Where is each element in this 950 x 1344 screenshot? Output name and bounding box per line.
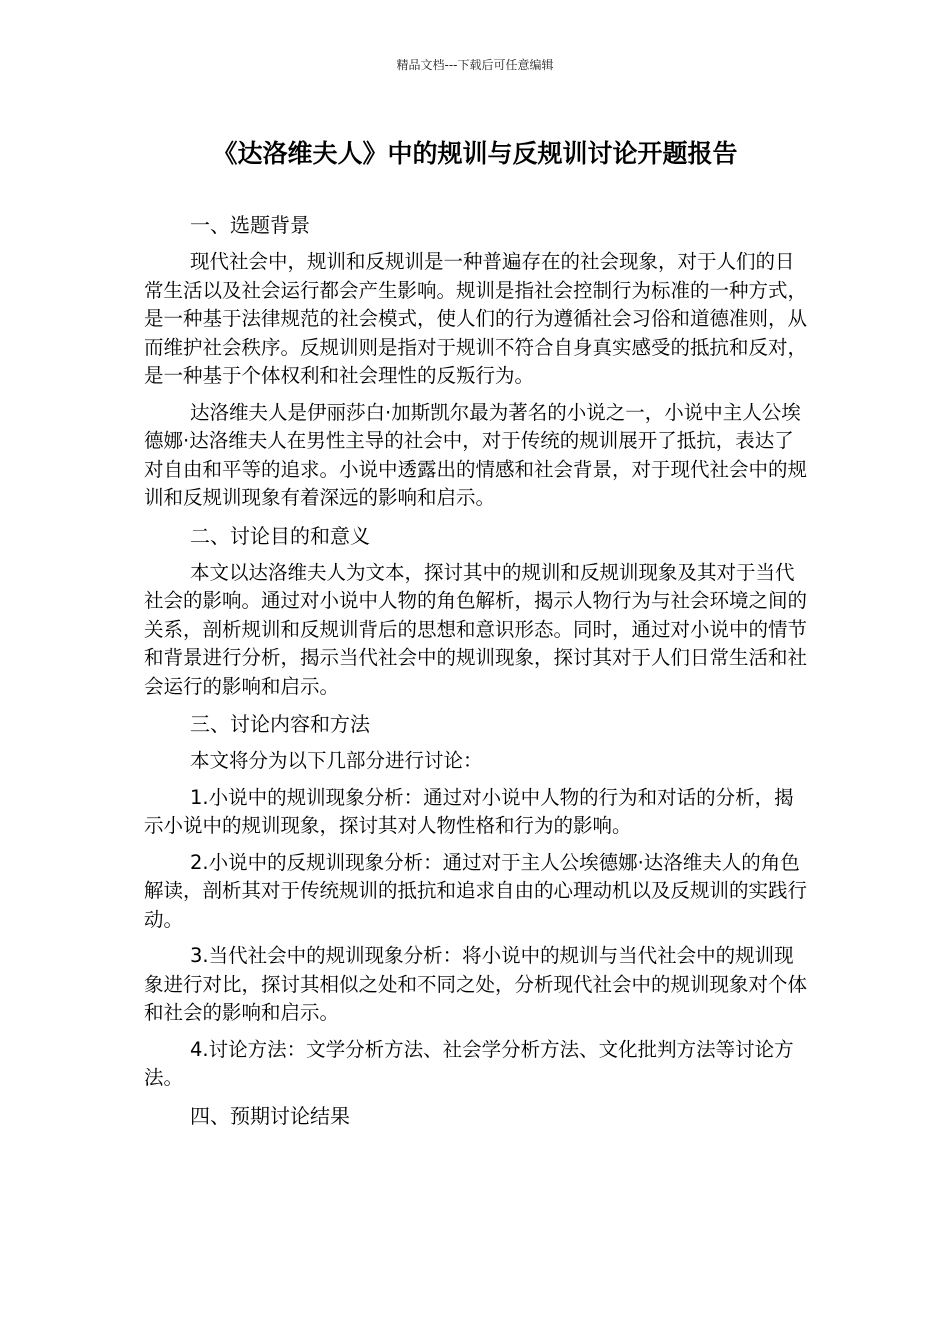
- document-title: 《达洛维夫人》中的规训与反规训讨论开题报告: [212, 139, 738, 168]
- paragraph-background-2: 达洛维夫人是伊丽莎白·加斯凯尔最为著名的小说之一，小说中主人公埃德娜·达洛维夫人在男性主导的社会中，对于传统的规训展开了抵抗，表达了对自由和平等的追求。小说中透露出的情感和社会背景，对于现代社会中的规训和反规训现象有着深远的影响和启示。: [144, 400, 808, 509]
- section-heading-expected-results: 四、预期讨论结果: [190, 1103, 350, 1128]
- section-heading-content-method: 三、讨论内容和方法: [190, 712, 370, 736]
- document-body: [144, 210, 808, 1139]
- header-note: 精品文档---下载后可任意编辑: [396, 58, 554, 72]
- list-item-4: 4.讨论方法：文学分析方法、社会学分析方法、文化批判方法等讨论方法。: [144, 1037, 794, 1089]
- paragraph-content-intro: 本文将分为以下几部分进行讨论：: [190, 749, 483, 772]
- section-heading-purpose: 二、讨论目的和意义: [190, 523, 370, 548]
- paragraph-purpose: 本文以达洛维夫人为文本，探讨其中的规训和反规训现象及其对于当代社会的影响。通过对小说中人物的角色解析，揭示人物行为与社会环境之间的关系，剖析规训和反规训背后的思想和意识形态。同时，通过对小说中的情节和背景进行分析，揭示当代社会中的规训现象，探讨其对于人们日常生活和社会运行的影响和启示。: [144, 560, 808, 698]
- paragraph-background-1: 现代社会中，规训和反规训是一种普遍存在的社会现象，对于人们的日常生活以及社会运行都会产生影响。规训是指社会控制行为标准的一种方式，是一种基于法律规范的社会模式，使人们的行为遵循社会习俗和道德准则，从而维护社会秩序。反规训则是指对于规训不符合自身真实感受的抵抗和反对，是一种基于个体权利和社会理性的反叛行为。: [144, 250, 808, 387]
- list-item-1: 1.小说中的规训现象分析：通过对小说中人物的行为和对话的分析，揭示小说中的规训现象，探讨其对人物性格和行为的影响。: [144, 785, 794, 837]
- list-item-2: 2.小说中的反规训现象分析：通过对于主人公埃德娜·达洛维夫人的角色解读，剖析其对于传统规训的抵抗和追求自由的心理动机以及反规训的实践行动。: [144, 850, 808, 931]
- section-heading-background: 一、选题背景: [190, 213, 310, 237]
- list-item-3: 3.当代社会中的规训现象分析：将小说中的规训与当代社会中的规训现象进行对比，探讨其相似之处和不同之处，分析现代社会中的规训现象对个体和社会的影响和启示。: [144, 944, 808, 1024]
